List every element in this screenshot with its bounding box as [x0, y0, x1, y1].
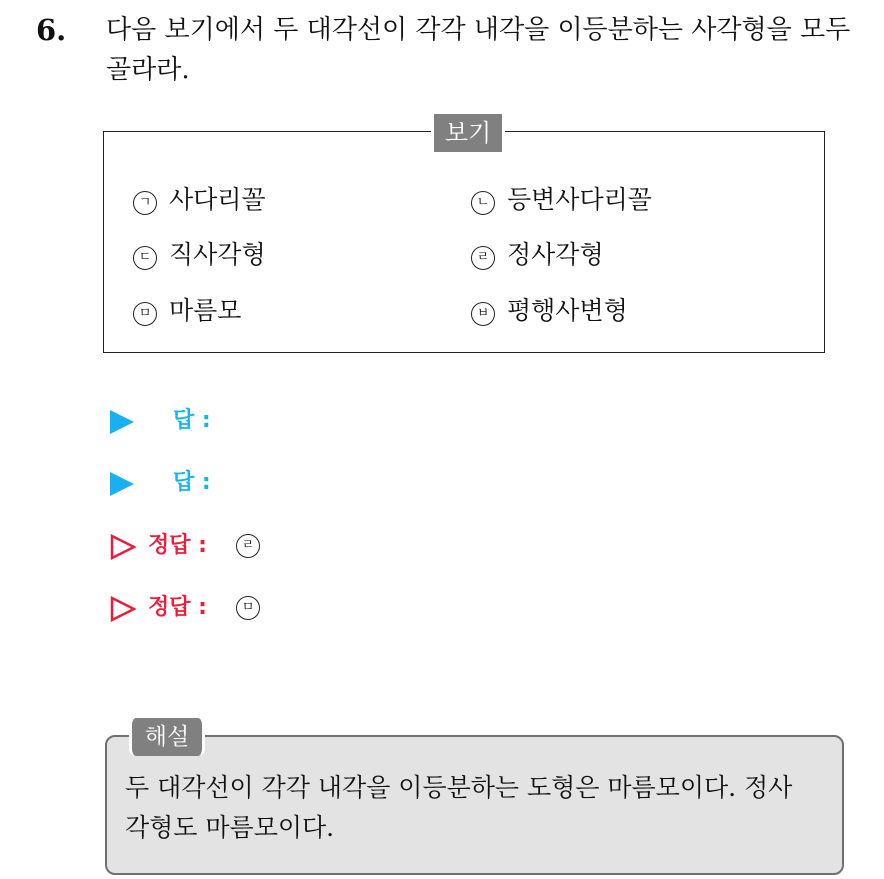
solution-text — [125, 768, 830, 848]
option-marker: ㄷ — [133, 246, 157, 270]
question-text — [106, 10, 876, 90]
option-giyeok — [133, 183, 266, 217]
option-label: 정사각형 — [507, 240, 604, 269]
correct-label: 정답 : — [148, 595, 207, 620]
correct-value — [236, 596, 260, 620]
answer-label: 답 : — [173, 470, 211, 495]
correct-label: 정답 : — [148, 533, 207, 558]
option-label: 마름모 — [169, 296, 242, 325]
option-marker: ㅂ — [471, 302, 495, 326]
option-label: 등변사다리꼴 — [507, 185, 652, 214]
correct-marker: ㄹ — [236, 534, 260, 558]
solution-line-2: 각형도 마름모이다. — [125, 813, 335, 842]
option-marker: ㄴ — [471, 191, 495, 215]
option-mieum — [133, 294, 241, 328]
triangle-filled-icon — [110, 472, 134, 496]
correct-marker: ㅁ — [236, 596, 260, 620]
bogi-title: 보기 — [431, 114, 505, 152]
question-number: 6. — [36, 13, 67, 47]
answer-label: 답 : — [173, 408, 211, 433]
option-bieup — [471, 294, 628, 328]
option-label: 사다리꼴 — [169, 185, 266, 214]
option-digeut — [133, 238, 266, 272]
triangle-filled-icon — [110, 410, 134, 434]
option-label: 평행사변형 — [507, 296, 628, 325]
triangle-outline-icon — [110, 534, 136, 560]
triangle-outline-icon — [110, 596, 136, 622]
question-line-2: 골라라. — [106, 55, 190, 85]
option-label: 직사각형 — [169, 240, 266, 269]
correct-value — [236, 534, 260, 558]
question-line-1: 다음 보기에서 두 대각선이 각각 내각을 이등분하는 사각형을 모두 — [106, 15, 851, 45]
option-rieul — [471, 238, 604, 272]
option-marker: ㄱ — [133, 191, 157, 215]
option-marker: ㄹ — [471, 246, 495, 270]
solution-title: 해설 — [129, 718, 205, 756]
option-marker: ㅁ — [133, 302, 157, 326]
option-nieun — [471, 183, 652, 217]
solution-line-1: 두 대각선이 각각 내각을 이등분하는 도형은 마름모이다. 정사 — [125, 773, 793, 802]
